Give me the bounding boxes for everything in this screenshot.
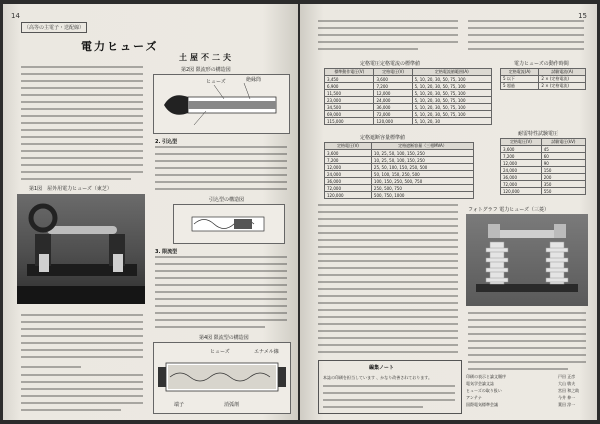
fig4-caption: 第4図 限流型の構造図 xyxy=(199,335,249,341)
list-author: 宮田 和之助 xyxy=(558,388,580,393)
list-author: 戸田 正彦 xyxy=(558,374,576,379)
list-item: アンテナ xyxy=(466,395,482,400)
fig2-label-fuse: ヒューズ xyxy=(206,79,226,85)
breaking-capacity-table xyxy=(324,142,474,199)
lightning-test-table xyxy=(500,138,586,195)
table-row: 11,500 12,000 5, 10, 20, 30, 50, 75, 100 xyxy=(325,90,492,97)
editor-note-text: 本誌の印刷を担当しています 、かなり改善されております。 xyxy=(323,375,432,380)
operating-time-table xyxy=(500,68,586,90)
table-row: 36,000 200 xyxy=(501,174,586,181)
section2-heading: 2. 引込型 xyxy=(155,139,178,145)
fig4-diagram xyxy=(153,342,291,414)
fig3-caption: 引込型の構造図 xyxy=(209,197,245,203)
editor-note-box xyxy=(318,360,462,414)
table-header: 定格電圧(V) xyxy=(325,143,372,150)
table-header: 定格電流(A) xyxy=(501,69,539,76)
fuse-photo-2 xyxy=(466,214,588,306)
table-row: 115,000 120,000 5, 10, 20, 30 xyxy=(325,118,492,125)
table-header: 試験電圧(kV) xyxy=(541,139,585,146)
list-item: 電気学会論文誌 xyxy=(466,381,494,386)
list-item: 印刷の表示と論文順序 xyxy=(466,374,506,379)
fig3-diagram xyxy=(173,204,285,244)
table-row: 6,900 7,200 5, 10, 20, 30, 50, 75, 100 xyxy=(325,83,492,90)
table-row: 120,000 550 xyxy=(501,188,586,195)
photo2-caption: フォトグラフ 電力ヒューズ（三菱） xyxy=(468,207,549,213)
table-header: 定格遮断容量（三相MVA） xyxy=(371,143,473,150)
table-row: 24,000 50, 100, 150, 250, 500 xyxy=(325,171,474,178)
fig4-label-0: エナメル線 xyxy=(254,349,279,355)
table-row: 5 以下 2 × (定格電流) xyxy=(501,76,586,83)
table-header: 試験電流(A) xyxy=(539,69,586,76)
table-header: 定格電流値範囲(A) xyxy=(412,69,491,76)
fig4-label-3: 端子 xyxy=(174,402,185,408)
table-row: 12,000 90 xyxy=(501,160,586,167)
list-author: 今井 伸一 xyxy=(558,395,576,400)
table1-title: 定格電圧定格電流の標準値 xyxy=(360,61,421,67)
table-row: 5 超過 2 × (定格電流) xyxy=(501,83,586,90)
page-number: 14 xyxy=(11,12,20,20)
table-row: 7,200 60 xyxy=(501,153,586,160)
table-header: 標準動作電圧(V) xyxy=(325,69,374,76)
contents-list xyxy=(466,374,590,414)
fuse-photo-1 xyxy=(17,194,145,304)
fig4-label-4: 消弧剤 xyxy=(224,402,240,408)
table-row: 3,600 45 xyxy=(501,146,586,153)
table-header: 定格電圧(V) xyxy=(374,69,412,76)
rated-values-table xyxy=(324,68,492,125)
table-row: 23,000 24,000 5, 10, 20, 30, 50, 75, 100 xyxy=(325,97,492,104)
fig2-caption: 第2図 限流形の構造図 xyxy=(181,67,231,73)
page-number: 15 xyxy=(578,12,587,20)
table3-title: 電力ヒューズの動作時間 xyxy=(514,61,569,67)
table-row: 34,500 36,000 5, 10, 20, 30, 50, 75, 100 xyxy=(325,104,492,111)
author-name: 土屋不二夫 xyxy=(179,52,234,62)
section3-heading: 3. 限流型 xyxy=(155,249,178,255)
left-page xyxy=(3,4,298,420)
list-author: 葉田 淳一 xyxy=(558,402,576,407)
table4-title: 耐雷特性試験電圧 xyxy=(518,131,559,137)
right-page xyxy=(300,4,597,420)
series-header: （高等の主電子・送配線） xyxy=(21,22,87,33)
list-author: 大山 敏夫 xyxy=(558,381,576,386)
fig2-label-tube: 絶縁筒 xyxy=(246,77,262,83)
list-item: 国際電気標準会議 xyxy=(466,402,498,407)
table-row: 69,000 72,000 5, 10, 20, 30, 50, 75, 100 xyxy=(325,111,492,118)
list-item: ヒューズの取り扱い xyxy=(466,388,502,393)
table-row: 3,450 3,600 5, 10, 20, 30, 50, 75, 100 xyxy=(325,76,492,83)
fuse-construction-diagram xyxy=(153,74,290,134)
table-header: 定格電圧(V) xyxy=(501,139,542,146)
table-row: 120,000 500, 750, 1000 xyxy=(325,192,474,199)
photo1-caption: 第1図 屋外用電力ヒューズ（東芝） xyxy=(29,186,112,192)
fig4-label-2: ヒューズ xyxy=(210,349,230,355)
article-title: 電力ヒューズ xyxy=(81,40,159,53)
table-row: 36,000 100, 150, 250, 500, 750 xyxy=(325,178,474,185)
table2-title: 定格遮断容量標準値 xyxy=(360,135,406,141)
table-row: 24,000 150 xyxy=(501,167,586,174)
table-row: 12,000 25, 50, 100, 150, 250, 500 xyxy=(325,164,474,171)
table-row: 7,200 10, 25, 50, 100, 150, 250 xyxy=(325,157,474,164)
editor-note-title: 編集ノート xyxy=(369,365,394,371)
table-row: 72,000 350 xyxy=(501,181,586,188)
table-row: 72,000 250, 500, 750 xyxy=(325,185,474,192)
table-row: 3,600 10, 25, 50, 100, 150, 250 xyxy=(325,150,474,157)
